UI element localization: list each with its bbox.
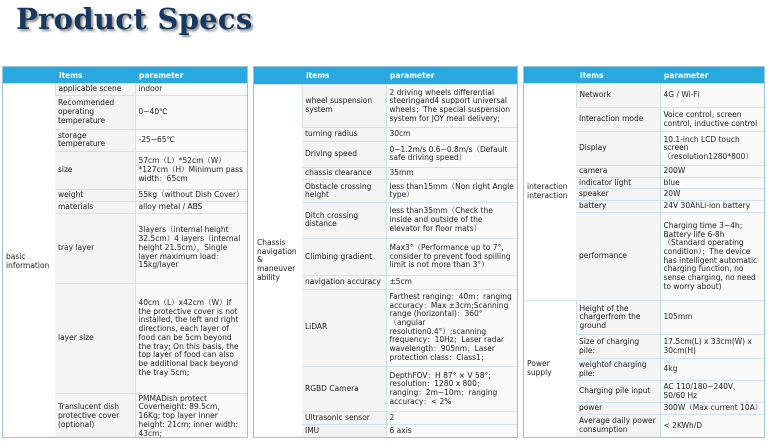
item-cell: RGBD Camera (302, 366, 386, 412)
value-cell: 24V 30AhLi-ion battery (660, 201, 764, 213)
item-cell: battery (576, 201, 660, 213)
item-cell: materials (55, 201, 135, 213)
value-cell: 10.1-inch LCD touch screen （resolution1280*800） (660, 132, 764, 166)
header-blank (524, 67, 576, 84)
category-cell: basic information (3, 84, 55, 439)
item-cell: Translucent dish protective cover (optional) (55, 393, 135, 438)
header-blank (3, 67, 55, 84)
page-title: Product Specs (16, 2, 253, 36)
value-cell: 20W (660, 189, 764, 201)
value-cell: less than35mm（Check the inside and outside of the elevator for floor mats） (386, 203, 517, 238)
item-cell: Climbing gradient (302, 238, 386, 275)
item-cell: storage temperature (55, 129, 135, 151)
item-cell: Display (576, 132, 660, 166)
value-cell: 55kg（without Dish Cover） (135, 189, 247, 201)
table-header (254, 67, 517, 84)
item-cell: Average daily power consumption (576, 415, 660, 437)
item-cell: Ultrasonic sensor (302, 412, 386, 424)
item-cell: power (576, 403, 660, 415)
value-cell: 4kg (660, 359, 764, 381)
value-cell: 40cm（L）x42cm（W）If the protective cover is not installed, the left and right directions, each layer of food can be 5cm beyond the tray; On this basis, the top layer of food can also be additional back beyond the tray 5cm; (135, 283, 247, 393)
item-cell: Network (576, 84, 660, 108)
item-cell: indicator light (576, 177, 660, 189)
item-cell: layer size (55, 283, 135, 393)
item-cell: Height of the chargerfrom the ground (576, 301, 660, 335)
value-cell: 57cm（L）*52cm（W）*127cm（H）Minimum pass width：65cm (135, 151, 247, 189)
item-cell: Recommended operating temperature (55, 95, 135, 129)
header-parameter: parameter (135, 67, 247, 84)
item-cell: LiDAR (302, 289, 386, 366)
value-cell: -25~65℃ (135, 129, 247, 151)
category-cell: interaction interaction (524, 84, 576, 301)
value-cell: blue (660, 177, 764, 189)
value-cell: Farthest ranging：40m；ranging accuracy：Max ±3cm;Scanning range (horizontal)：360°（angular resolution0.4°）;scanning frequency：10Hz；Laser radar wavelength：905nm；Laser protection class：Class1； (386, 289, 517, 366)
item-cell: navigation accuracy (302, 276, 386, 290)
value-cell: 300W（Max current 10A） (660, 403, 764, 415)
value-cell: 30cm (386, 128, 517, 142)
value-cell: ±5cm (386, 276, 517, 290)
item-cell: camera (576, 166, 660, 178)
item-cell: speaker (576, 189, 660, 201)
value-cell: 3layers（internal height 32.5cm）4 layers（internal height 21.5cm），Single layer maximum load：15kg/layer (135, 213, 247, 283)
value-cell: < 2KWh/D (660, 415, 764, 437)
header-items: items (576, 67, 660, 84)
item-cell: tray layer (55, 213, 135, 283)
item-cell: Ditch crossing distance (302, 203, 386, 238)
header-parameter: parameter (386, 67, 517, 84)
value-cell: alloy metal / ABS (135, 201, 247, 213)
value-cell: 6 axis (386, 424, 517, 437)
interaction-power-table (523, 66, 765, 438)
item-cell: Interaction mode (576, 108, 660, 132)
value-cell: 35mm (386, 167, 517, 179)
item-cell: chassis clearance (302, 167, 386, 179)
item-cell: IMU (302, 424, 386, 437)
item-cell: size (55, 151, 135, 189)
value-cell: Charging time 3~4h; Battery life 6-8h （Standard operating condition）；The device has intelligent automatic charging function, no sense charging, no need to worry about) (660, 213, 764, 301)
item-cell: wheel suspension system (302, 84, 386, 128)
basic-info-table (2, 66, 248, 438)
value-cell: 4G / Wi-Fi (660, 84, 764, 108)
header-items: items (55, 67, 135, 84)
value-cell: AC 110/180~240V，50/60 Hz (660, 381, 764, 403)
table-row (254, 84, 517, 128)
value-cell: 105mm (660, 301, 764, 335)
value-cell: 200W (660, 166, 764, 178)
value-cell: 17.5cm(L) x 33cm(W) x 30cm(H) (660, 335, 764, 359)
item-cell: turning radius (302, 128, 386, 142)
header-items: items (302, 67, 386, 84)
value-cell: 2 (386, 412, 517, 424)
table-header (3, 67, 247, 84)
table-header (524, 67, 764, 84)
value-cell: less than15mm（Non right Angle type） (386, 180, 517, 203)
value-cell: Voice control, screen control, inductive control (660, 108, 764, 132)
item-cell: weightof charging pile: (576, 359, 660, 381)
table-row (3, 84, 247, 96)
value-cell: Max3°（Performance up to 7°, consider to prevent food spilling limit is not more than 3°） (386, 238, 517, 275)
table-row (524, 301, 764, 335)
category-cell: Power supply (524, 301, 576, 437)
header-parameter: parameter (660, 67, 764, 84)
category-cell: Chassis navigation & maneuverability (254, 84, 302, 437)
item-cell: performance (576, 213, 660, 301)
item-cell: applicable scene (55, 84, 135, 96)
header-blank (254, 67, 302, 84)
value-cell: 0~1.2m/s 0.6~0.8m/s（Default safe driving speed） (386, 141, 517, 167)
item-cell: Obstacle crossing height (302, 180, 386, 203)
item-cell: weight (55, 189, 135, 201)
table-row (524, 84, 764, 108)
chassis-navigation-table (253, 66, 518, 438)
value-cell: 2 driving wheels differential steeringand4 support universal wheels；The special suspension system for JOY meal delivery; (386, 84, 517, 128)
item-cell: Charging pile input (576, 381, 660, 403)
value-cell: PMMADish protect Coverheight: 89.5cm，16Kg; top layer inner height: 21cm; inner width: 43cm; (135, 393, 247, 438)
value-cell: DepthFOV：H 87° × V 58°; resolution：1280 x 800；ranging：2m~10m；ranging accuracy：< 2% (386, 366, 517, 412)
item-cell: Driving speed (302, 141, 386, 167)
item-cell: Size of charging pile: (576, 335, 660, 359)
value-cell: 0~40℃ (135, 95, 247, 129)
value-cell: indoor (135, 84, 247, 96)
